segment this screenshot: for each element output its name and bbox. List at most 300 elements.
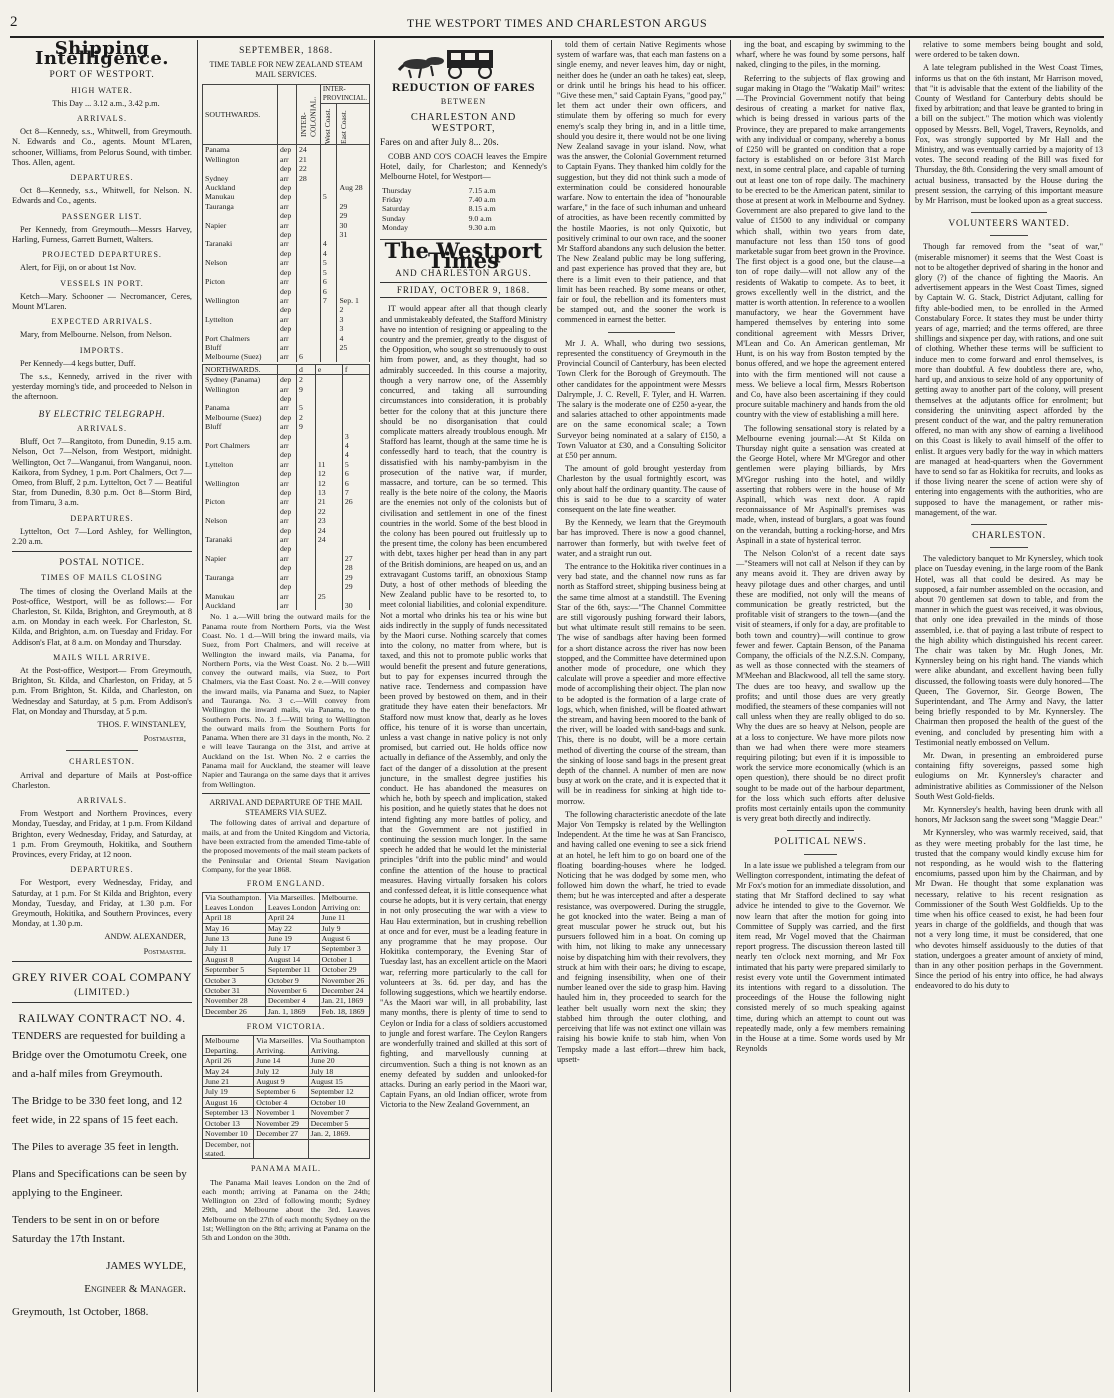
table-cell: arr — [278, 516, 297, 525]
table-cell — [315, 413, 342, 422]
table-cell: 28 — [297, 174, 321, 183]
timetable-row — [203, 296, 370, 305]
table-cell: dep — [278, 488, 297, 497]
table-cell — [297, 601, 316, 610]
table-cell — [297, 239, 321, 248]
table-cell: dep — [278, 183, 297, 192]
political-news-heading: POLITICAL NEWS. — [774, 837, 867, 848]
timetable-row — [203, 249, 370, 258]
signature: ANDW. ALEXANDER, — [104, 932, 186, 942]
table-cell: Port Chalmers — [203, 334, 278, 343]
table-row — [203, 1129, 370, 1139]
schedule-row — [380, 186, 547, 195]
table-cell: August 6 — [319, 933, 369, 943]
table-cell: dep — [278, 526, 297, 535]
timetable-row — [203, 601, 370, 610]
table-cell — [320, 305, 337, 314]
table-cell: 9 — [297, 422, 316, 431]
table-cell — [320, 221, 337, 230]
paragraph: The amount of gold brought yesterday from Charleston by the usual fortnightly escort, was only about half the ordinary quantity. The cause of this is said to be due to a scarcity of water consequent on the late fine weather. — [557, 464, 726, 514]
column-header: Melbourne. Arriving on: — [319, 893, 369, 913]
table-cell — [320, 155, 337, 164]
table-cell — [203, 230, 278, 239]
table-cell: Feb. 18, 1869 — [319, 1006, 369, 1016]
paragraph: Mary, from Melbourne. Nelson, from Nelson. — [20, 330, 172, 340]
northwards-label: NORTHWARDS. — [203, 364, 278, 374]
table-cell — [337, 174, 370, 183]
reduction-heading: REDUCTION OF FARES — [391, 80, 535, 94]
table-cell: August 14 — [265, 954, 319, 964]
table-cell: December 24 — [319, 986, 369, 996]
southwards-label: SOUTHWARDS. — [203, 84, 278, 145]
subheading: ARRIVALS. — [77, 114, 127, 124]
running-head — [10, 8, 1104, 38]
table-cell: dep — [278, 324, 297, 333]
paragraph: Per Kennedy, from Greymouth—Messrs Harvey, Harling, Furness, Garrett Burnett, Walters. — [12, 224, 192, 245]
column-header: Via Southampton Arriving. — [308, 1036, 369, 1056]
paragraph: Plans and Specifications can be seen by applying to the Engineer. — [12, 1168, 187, 1200]
paragraph: The s.s., Kennedy, arrived in the river with yesterday morning's tide, and proceeded to Nelson in the afternoon. — [12, 372, 192, 402]
suez-heading: ARRIVAL AND DEPARTURE OF THE MAIL STEAMERS VIA SUEZ. — [209, 797, 363, 818]
from-victoria-heading: FROM VICTORIA. — [246, 1022, 326, 1032]
table-cell: April 18 — [203, 913, 266, 923]
subheading: DEPARTURES. — [70, 865, 134, 875]
table-cell — [297, 334, 321, 343]
table-cell: arr — [278, 155, 297, 164]
southwards-table — [202, 84, 370, 362]
paragraph: The following sensational story is related by a Melbourne evening journal:—At St Kilda on Thursday night quite a sensation was created at the George Hotel, where Mr M'Gregor and other gentlemen were playing billiards, by Mrs M'Gregor rushing into the hotel, and wildly asserting that robbers were in the house of Mr Aspinall, which was next door. A rapid reconnaissance of Mr Aspinall's premises was made, when, instead of burglars, a goat was found on the verandah, butting a rocking-horse, and Mrs Aspinall in a state of hysterical terror. — [736, 423, 905, 545]
table-cell — [315, 554, 342, 563]
table-cell: Port Chalmers — [203, 441, 278, 450]
table-cell: 24 — [315, 535, 342, 544]
paragraph: Though far removed from the "seat of war," (miserable misnomer) it seems that the West Coast is not to be altogether deprived of sharing in the honor and glory (?) of the chance of fighting the Maoris. An advertisement appears in the West Coast Times, signed by Captain W. G. Stack, District Adjutant, calling for fifty able-bodied men, to be enrolled in the Armed Constabulary Force. It states they must be under thirty years of age, married; and the terms offered, are three shillings and sixpence per day, with rations, and one suit of clothing. Whether these terms will be sufficient to induce men to come forward and enrol themselves, is more than doubtful. A few doubtless there are, who, hard up, and anxious to seize hold of any opportunity of getting away to another part of the colony, will present themselves at the adjutants office for enrolment; but considering the uninviting aspect afforded by the present conduct of the war, and the paltry remuneration offered, no man with any show of earning a livelihood on this Coast is likely to avail himself of the offer to enlist. It argues very badly for the way in which matters are managed at head-quarters when the Government have to send so far as Hokitika for recruits, and looks as if those living nearer the scene of action were shy of entering into engagements with the authorities, who are supposed to have the management, or rather mis-management, of the war. — [915, 242, 1103, 517]
table-cell: June 13 — [203, 933, 266, 943]
table-cell: dep — [278, 394, 297, 403]
table-cell: arr — [278, 352, 297, 361]
column-header: INTER-PROVINCIAL. — [320, 84, 369, 104]
table-cell: arr — [278, 460, 297, 469]
table-row — [203, 1087, 370, 1097]
table-cell: November 6 — [265, 986, 319, 996]
table-cell — [342, 403, 369, 412]
railway-advert — [12, 1027, 192, 1322]
table-cell: July 18 — [308, 1066, 369, 1076]
paragraph: The following characteristic anecdote of the late Major Von Tempsky is related by the Wellington Independent. At the time he was at San Francisco, and having called one evening to see a sick friend at an hotel, he left him to go on board one of the floating boarding-houses where he lodged. Noticing that he was dodged by some men, who followed him down the wharf, he tried to evade them; but he was intercepted and after a desperate resistance, was overpowered. During the struggle, he got knocked into the water. Being a man of great muscular power he struck out, but his pursuers followed him in a boat. On coming up with him, not liking to make any unnecessary noise by dispatching him with their revolvers, they struck at him with their oars; he diving to escape, and feigning insensibility, when one of their number leaned over the side to grasp him. Having hauled him in, they proceeded to search for the leather belt usually worn next the skin; they stabbed him through the outer clothing, and perceiving that life was not extinct one villain was raising his bowie knife to stab him, when Von Tempsky made a last effort—threw him back, upsett- — [557, 809, 726, 1064]
nameplate-subtitle: AND CHARLESTON ARGUS. — [395, 268, 532, 279]
paragraph: In a late issue we published a telegram from our Wellington correspondent, intimating the defeat of Mr Fox's motion for an immediate dissolution, and stating that Mr Stafford declined to say what advice he intended to give to the Governor. We now learn that after the motion for going into Committee of Supply was carried, and the first item read, Mr Vogel moved that the Chairman report progress. The discussion thereon lasted till nearly ten o'clock next morning, and Mr Fox intimated that his party were prepared similarly to resist every vote until the Government intimated its intentions with regard to a dissolution. The proceedings of the House the following night consisted merely of so much speaking against time, during which an attempt to count out was repeatedly made, only a few members remaining in the House at a time. Some words used by Mr Reynolds — [736, 860, 905, 1054]
table-cell: 5 — [297, 403, 316, 412]
timetable-row — [203, 497, 370, 506]
table-cell: 3 — [337, 315, 370, 324]
table-cell: dep — [278, 563, 297, 572]
table-cell: arr — [278, 592, 297, 601]
table-cell — [297, 497, 316, 506]
schedule-row — [380, 214, 547, 223]
timetable-notes: No. 1 a.—Will bring the outward mails for the Panama route from Northern Ports, via the West Coast. No. 1 d.—Will bring the inward mails, via Suez, from Port Chalmers, and will receive at Wellington the inward mails, via Panama, for Northern Ports, via the West Coast. No. 2 b.—Will convey the outward mails, via Suez, to Port Chalmers, via the East Coast. No. 2 e.—Will convey the inward mails, via Panama and Suez, to Napier and Tauranga. No. 3 c.—Will convey from Wellington the inward mails, via Panama, to the Southern Ports. No. 3 f.—Will bring to Wellington the outward mails from the Southern Ports for Panama. When there are 31 days in the month, No. 2 e will leave Tauranga on the 31st, and arrive at Auckland on the 1st. When No. 2 e carries the Panama mail for Auckland, the steamer will leave Napier and Tauranga on the same days that it arrives from Wellington. — [202, 612, 370, 789]
table-cell: Napier — [203, 554, 278, 563]
table-cell — [315, 432, 342, 441]
paragraph: At the Post-office, Westport— From Greymouth, Brighton, St. Kilda, and Charleston, on Friday, at 5 p.m. From Brighton, St. Kilda, and Charleston, on Wednesday and Saturday, at 5 p.m. From Addison's Flat, on Monday and Thursday, at 5 p.m. — [12, 665, 192, 716]
paragraph: The Piles to average 35 feet in length. — [12, 1141, 179, 1154]
timetable-row — [203, 230, 370, 239]
table-cell: arr — [278, 296, 297, 305]
table-cell: December 4 — [265, 996, 319, 1006]
table-cell: 5 — [342, 460, 369, 469]
table-cell — [337, 249, 370, 258]
column-rule — [909, 40, 910, 1392]
table-cell: Sep. 1 — [337, 296, 370, 305]
table-cell: Sydney — [203, 174, 278, 183]
timetable-row — [203, 441, 370, 450]
paragraph: Alert, for Fiji, on or about 1st Nov. — [20, 263, 137, 273]
table-cell: June 21 — [203, 1077, 254, 1087]
table-cell: 30 — [337, 221, 370, 230]
table-cell: 4 — [337, 334, 370, 343]
table-cell: 29 — [337, 211, 370, 220]
timetable-row — [203, 563, 370, 572]
timetable-row — [203, 488, 370, 497]
table-cell: 6 — [320, 277, 337, 286]
table-cell — [337, 192, 370, 201]
table-cell: Melbourne (Suez) — [203, 413, 278, 422]
table-cell: arr — [278, 479, 297, 488]
table-cell: 9.0 a.m — [468, 213, 492, 223]
table-cell: arr — [278, 497, 297, 506]
table-cell: September 6 — [254, 1087, 308, 1097]
table-cell — [203, 507, 278, 516]
table-cell: 4 — [342, 450, 369, 459]
running-title: THE WESTPORT TIMES AND CHARLESTON ARGUS — [406, 16, 708, 30]
table-cell: arr — [278, 221, 297, 230]
table-cell: 6 — [320, 287, 337, 296]
paragraph: From Westport and Northern Provinces, every Monday, Tuesday, and Friday, at 1 p.m. From Kildand Brighton, every Wednesday, Friday, and Saturday, at 1 p.m. From Greymouth, Hokitika, and Southern Provinces, every Friday, at 12 noon. — [12, 809, 192, 859]
column-header: East Coast. — [337, 104, 370, 145]
table-cell — [297, 211, 321, 220]
table-cell: Manukau — [203, 192, 278, 201]
table-cell: Picton — [203, 277, 278, 286]
table-cell: 6 — [297, 352, 321, 361]
table-cell — [297, 554, 316, 563]
table-cell: April 26 — [203, 1056, 254, 1066]
timetable-row — [203, 535, 370, 544]
table-cell: 5 — [320, 268, 337, 277]
table-cell: November 29 — [254, 1118, 308, 1128]
table-cell: arr — [278, 334, 297, 343]
table-cell — [297, 221, 321, 230]
table-cell: 26 — [342, 497, 369, 506]
table-cell — [320, 211, 337, 220]
column-shipping — [12, 40, 192, 1392]
table-cell — [337, 277, 370, 286]
table-cell: Wellington — [203, 479, 278, 488]
subheading: DEPARTURES. — [70, 173, 134, 183]
timetable-row — [203, 450, 370, 459]
table-cell — [342, 413, 369, 422]
table-cell — [337, 287, 370, 296]
subheading: PASSENGER LIST. — [61, 211, 143, 221]
column-header: West Coast. — [320, 104, 337, 145]
table-cell: Tauranga — [203, 573, 278, 582]
subheading: VESSELS IN PORT. — [60, 278, 144, 288]
table-cell: 7 — [342, 488, 369, 497]
timetable-row — [203, 211, 370, 220]
table-cell — [342, 592, 369, 601]
table-row — [203, 954, 370, 964]
table-cell — [320, 164, 337, 173]
table-cell — [297, 544, 316, 553]
table-cell: October 13 — [203, 1118, 254, 1128]
table-cell — [315, 375, 342, 385]
table-cell: Lyttelton — [203, 315, 278, 324]
paragraph: For Westport, every Wednesday, Friday, and Saturday, at 1 p.m. For St Kilda and Brighton, every Monday, Tuesday, and Friday, at 1.30 p.m. For Greymouth, Hokitika, and Southern Provinces, every Monday, at 1.30 p.m. — [12, 878, 192, 929]
timetable-row — [203, 516, 370, 525]
column-rule — [197, 40, 198, 1392]
railway-heading: RAILWAY CONTRACT NO. 4. — [18, 1011, 186, 1026]
table-cell — [297, 249, 321, 258]
column-header: INTER-COLONIAL. — [297, 84, 321, 145]
table-cell: 31 — [337, 230, 370, 239]
table-cell — [297, 315, 321, 324]
table-cell: dep — [278, 268, 297, 277]
table-cell: 21 — [315, 497, 342, 506]
timetable-heading: TIME TABLE FOR NEW ZEALAND STEAM MAIL SERVICES. — [209, 60, 363, 80]
table-cell: dep — [278, 469, 297, 478]
paragraph: COBB AND CO'S COACH leaves the Empire Hotel, daily, for Charleston; and Kennedy's Melbourne Hotel, for Westport— — [380, 152, 547, 182]
timetable-row — [203, 403, 370, 412]
northwards-table — [202, 364, 370, 611]
table-cell: Jan. 2, 1869. — [308, 1129, 369, 1139]
table-cell — [315, 544, 342, 553]
table-row — [203, 1108, 370, 1118]
table-cell: June 11 — [319, 913, 369, 923]
paragraph: Ketch—Mary. Schooner — Necromancer, Ceres, Mount M'Laren. — [12, 291, 192, 312]
table-cell: August 16 — [203, 1097, 254, 1107]
table-cell — [203, 211, 278, 220]
table-cell — [203, 544, 278, 553]
table-cell — [297, 441, 316, 450]
paragraph: Per Kennedy—4 kegs butter, Duff. — [20, 358, 136, 368]
subheading: MAILS WILL ARRIVE. — [53, 652, 151, 662]
column-mail-timetable — [202, 40, 370, 1392]
paragraph: ing the boat, and escaping by swimming to the wharf, where he was found by some persons, half naked, clinging to the piles, in the morning. — [736, 40, 905, 70]
table-cell: 7.40 a.m — [468, 195, 496, 205]
table-cell: arr — [278, 239, 297, 248]
postal-heading: POSTAL NOTICE. — [59, 558, 145, 569]
table-cell: arr — [278, 202, 297, 211]
table-cell: arr — [278, 422, 297, 431]
coach-illustration-icon — [389, 44, 539, 80]
table-cell: October 10 — [308, 1097, 369, 1107]
table-cell: 2 — [297, 413, 316, 422]
table-row — [203, 1077, 370, 1087]
table-cell — [297, 277, 321, 286]
table-cell — [337, 145, 370, 155]
table-cell — [337, 239, 370, 248]
table-cell: dep — [278, 249, 297, 258]
table-cell: dep — [278, 211, 297, 220]
table-cell: July 19 — [203, 1087, 254, 1097]
table-cell — [315, 394, 342, 403]
column-header — [278, 364, 297, 374]
column-header: Via Southampton. Leaves London — [203, 893, 266, 913]
table-cell: dep — [278, 145, 297, 155]
signature-title: Engineer & Manager. — [84, 1283, 186, 1296]
paragraph: Bluff, Oct 7—Rangitoto, from Dunedin, 9.15 a.m. Nelson, Oct 7—Nelson, from Westport, midnight. Wellington, Oct 7—Wanganui, from Wanganui, noon. Kaikora, from Sydney, 1 p.m. Port Chalmers, Oct 7—Omeo, from Bluff, 2 p.m. Lyttelton, Oct 7 — Beatiful Star, from Dunedin, 8.30 p.m. Oct 8—Storm Bird, from Timaru, 3 a.m. — [12, 437, 192, 508]
table-cell — [315, 422, 342, 431]
column-news-3 — [915, 40, 1103, 1392]
victoria-table — [202, 1035, 370, 1159]
from-england-heading: FROM ENGLAND. — [246, 879, 326, 889]
table-cell: 5 — [320, 258, 337, 267]
table-cell: Nelson — [203, 258, 278, 267]
table-cell: dep — [278, 544, 297, 553]
table-cell — [297, 582, 316, 591]
subheading: HIGH WATER. — [71, 85, 133, 95]
table-cell — [320, 334, 337, 343]
table-cell — [315, 403, 342, 412]
table-cell: 7 — [320, 296, 337, 305]
column-header: Via Marseilles. Leaves London — [265, 893, 319, 913]
table-cell — [320, 202, 337, 211]
divider — [66, 750, 138, 751]
table-cell: 24 — [297, 145, 321, 155]
column-news-2 — [736, 40, 905, 1392]
table-cell: September 11 — [265, 965, 319, 975]
dateline: Greymouth, 1st October, 1868. — [12, 1306, 149, 1319]
table-cell: dep — [278, 432, 297, 441]
timetable-row — [203, 460, 370, 469]
timetable-row — [203, 192, 370, 201]
table-cell: September 5 — [203, 965, 266, 975]
table-cell: arr — [278, 174, 297, 183]
table-cell: December 26 — [203, 1006, 266, 1016]
table-cell: dep — [278, 450, 297, 459]
table-cell — [203, 324, 278, 333]
table-row — [203, 913, 370, 923]
subheading: ARRIVALS. — [77, 795, 127, 805]
paragraph: Oct 8—Kennedy, s.s., Whitwell, from Greymouth. N. Edwards and Co., agents. Mount M'Laren, schooner, Williams, from Pelorus Sound, with timber. Thos. Allen, agent. — [12, 127, 192, 167]
table-cell: 4 — [342, 441, 369, 450]
divider — [12, 551, 192, 552]
table-cell: dep — [278, 164, 297, 173]
table-cell — [203, 268, 278, 277]
table-cell: Monday — [382, 223, 408, 233]
divider — [608, 332, 676, 333]
table-row — [203, 1006, 370, 1016]
table-cell — [297, 592, 316, 601]
table-cell — [297, 507, 316, 516]
table-cell: July 12 — [254, 1066, 308, 1076]
table-cell — [297, 296, 321, 305]
table-cell: 30 — [342, 601, 369, 610]
table-cell: July 9 — [319, 923, 369, 933]
table-cell — [342, 535, 369, 544]
table-cell — [315, 450, 342, 459]
table-cell: June 20 — [308, 1056, 369, 1066]
timetable-row — [203, 352, 370, 361]
table-cell: 6 — [342, 469, 369, 478]
timetable-row — [203, 145, 370, 155]
table-cell: 3 — [342, 432, 369, 441]
divider — [202, 793, 370, 794]
timetable-row — [203, 258, 370, 267]
table-cell: October 1 — [319, 954, 369, 964]
table-cell: dep — [278, 305, 297, 314]
column-rule — [374, 40, 375, 1392]
table-cell: 24 — [315, 526, 342, 535]
table-cell: Jan. 1, 1869 — [265, 1006, 319, 1016]
table-cell — [342, 507, 369, 516]
divider — [990, 547, 1028, 548]
table-cell — [320, 324, 337, 333]
paragraph: Arrival and departure of Mails at Post-office Charleston. — [12, 770, 192, 790]
table-cell: August 9 — [254, 1077, 308, 1087]
paragraph: TENDERS are requested for building a Bridge over the Omotumotu Creek, one and a-half miles from Greymouth. — [12, 1030, 187, 1081]
subheading: IMPORTS. — [79, 345, 125, 355]
table-cell — [203, 563, 278, 572]
table-cell — [297, 573, 316, 582]
table-cell: arr — [278, 403, 297, 412]
table-cell: 3 — [337, 324, 370, 333]
timetable-row — [203, 375, 370, 385]
table-cell: May 22 — [265, 923, 319, 933]
table-cell: October 4 — [254, 1097, 308, 1107]
table-cell: Melbourne (Suez) — [203, 352, 278, 361]
timetable-row — [203, 413, 370, 422]
signature: THOS. F. WINSTANLEY, — [97, 719, 186, 729]
signature: JAMES WYLDE, — [106, 1260, 186, 1273]
table-cell — [297, 192, 321, 201]
paragraph: The following dates of arrival and departure of mails, at and from the United Kingdom and Victoria, have been extracted from the amended Time-table of the proposed movements of the mail steam packets of the Peninsular and Oriental Steam Navigation Company, for the year 1868. — [202, 818, 370, 874]
table-cell: Friday — [382, 195, 403, 205]
table-cell: 12 — [315, 469, 342, 478]
table-cell — [297, 469, 316, 478]
table-cell: Panama — [203, 145, 278, 155]
timetable-row — [203, 544, 370, 553]
table-cell: 4 — [320, 239, 337, 248]
table-cell — [320, 343, 337, 352]
table-cell: Manukau — [203, 592, 278, 601]
column-news-1 — [557, 40, 726, 1392]
timetable-row — [203, 221, 370, 230]
table-cell — [297, 488, 316, 497]
timetable-row — [203, 155, 370, 164]
table-cell: Saturday — [382, 204, 410, 214]
schedule-row — [380, 204, 547, 213]
table-cell: November 26 — [319, 975, 369, 985]
table-row — [203, 965, 370, 975]
timetable-row — [203, 526, 370, 535]
table-cell: Thursday — [382, 185, 412, 195]
table-cell — [297, 563, 316, 572]
paragraph: The Bridge to be 330 feet long, and 12 feet wide, in 22 spans of 15 feet each. — [12, 1095, 183, 1127]
table-cell — [297, 450, 316, 459]
table-cell: Jan. 21, 1869 — [319, 996, 369, 1006]
table-cell — [203, 469, 278, 478]
table-cell — [297, 305, 321, 314]
table-cell: arr — [278, 343, 297, 352]
charleston-heading: CHARLESTON. — [972, 530, 1046, 541]
paragraph: Mr J. A. Whall, who during two sessions, represented the constituency of Greymouth in the Provincial Council of Canterbury, has been elected Town Clerk for the Borough of Greymouth. The other candidates for the appointment were Messrs Dalrymple, J. C. Revell, F. Tyler, and H. Warren. The salary is the moderate one of £250 a-year, the and salaries attached to other appointments made are on the same economical scale; a Town Surveyor being nominated at a salary of £150, a Town Valuator at £30, and a Consulting Solicitor at £50 per annum. — [557, 338, 726, 460]
paragraph: The valedictory banquet to Mr Kynersley, which took place on Tuesday evening, in the large room of the Bank Hotel, was all that could be desired. As may be supposed, a fair number assembled on the occasion, and about 70 gentlemen sat down to table, and from the manner in which the guest was received, it was obvious, that only one idea prevailed in the minds of those assembled, i.e. that of paying a last tribute of respect to the high ability which distinguished his recent career. The chair was taken by Mr. Hugh Jones, Mr. Kynnersley being on his right hand. The viands which were alike abundant, and excellent having been fully discussed, the following toasts were duly honored—The Queen, The Governor, Sir. George Bowen, The Superintendant, and The Army and Navy, the latter being briefly responded to by Mr. Kynnersley. The Chairman then proposed the health of the guest of the evening, and concluded by presenting him with a Testimonial neatly embossed on Vellum. — [915, 554, 1103, 747]
table-cell: October 3 — [203, 975, 266, 985]
table-cell: 21 — [297, 155, 321, 164]
table-cell: 7.15 a.m — [468, 185, 496, 195]
table-cell: August 15 — [308, 1077, 369, 1087]
subheading: EXPECTED ARRIVALS. — [51, 317, 153, 327]
paragraph: Mr. Dwan, in presenting an embroidered purse containing fifty sovereigns, passed some high eulogiums on Mr. Kynnersley's character and administrative abilities as Commissioner of the Nelson South West Gold-fields. — [915, 751, 1103, 801]
paragraph: Oct 8—Kennedy, s.s., Whitwell, for Nelson. N. Edwards and Co., agents. — [12, 186, 192, 206]
